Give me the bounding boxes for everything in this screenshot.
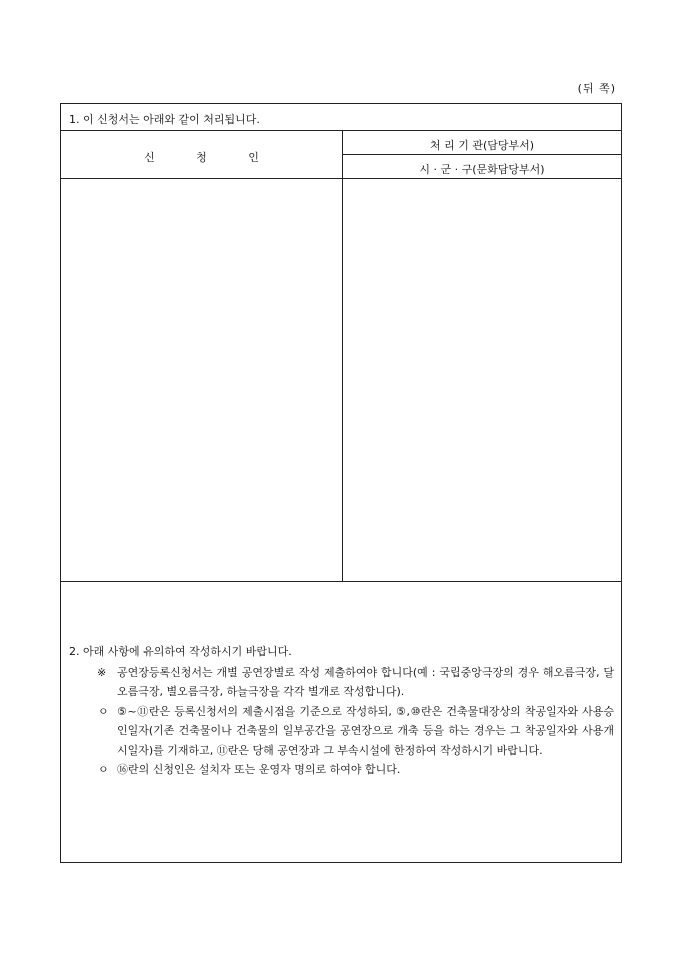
bullet-circle-icon: ㅇ xyxy=(98,763,109,776)
note-item xyxy=(69,760,614,780)
agency-subheader: 시 · 군 · 구(문화담당부서) xyxy=(419,163,545,176)
table-bottom-line xyxy=(61,581,621,582)
note-text: ⑤~⑪란은 등록신청서의 제출시점을 기준으로 작성하되, ⑤,⑩란은 건축물대장상의 착공일자와 사용승인일자(기존 건축물이나 건축물의 일부공간을 공연장으로 개축 등을 하는 경우는 그 착공일자와 사용개시일자)를 기재하고, ⑪란은 당해 공연장과 그 부속시설에 한정하여 작성하시기 바랍니다. xyxy=(117,704,614,757)
note-item xyxy=(69,663,614,702)
note-text: ⑯란의 신청인은 설치자 또는 운영자 명의로 하여야 합니다. xyxy=(117,763,401,776)
page-side-label: (뒤 쪽) xyxy=(577,82,616,95)
reference-mark-icon: ※ xyxy=(97,665,107,679)
section1-title: 1. 이 신청서는 아래와 같이 처리됩니다. xyxy=(69,113,260,126)
table-top-line xyxy=(61,130,621,131)
section2 xyxy=(69,642,614,780)
agency-header: 처 리 기 관(담당부서) xyxy=(429,139,535,152)
note-text: 공연장등록신청서는 개별 공연장별로 작성 제출하여야 합니다(예 : 국립중앙극장의 경우 해오름극장, 달오름극장, 별오름극장, 하늘극장을 각각 별개로 작성합니다). xyxy=(117,665,614,698)
bullet-circle-icon: ㅇ xyxy=(98,704,109,718)
section2-title: 2. 아래 사항에 유의하여 작성하시기 바랍니다. xyxy=(69,645,292,658)
note-item xyxy=(69,702,614,761)
form-frame xyxy=(60,103,622,863)
table-header-bottom-line xyxy=(61,178,621,179)
table-column-divider xyxy=(342,130,343,582)
agency-header-divider xyxy=(343,154,621,155)
applicant-header: 신 청 인 xyxy=(144,151,259,164)
